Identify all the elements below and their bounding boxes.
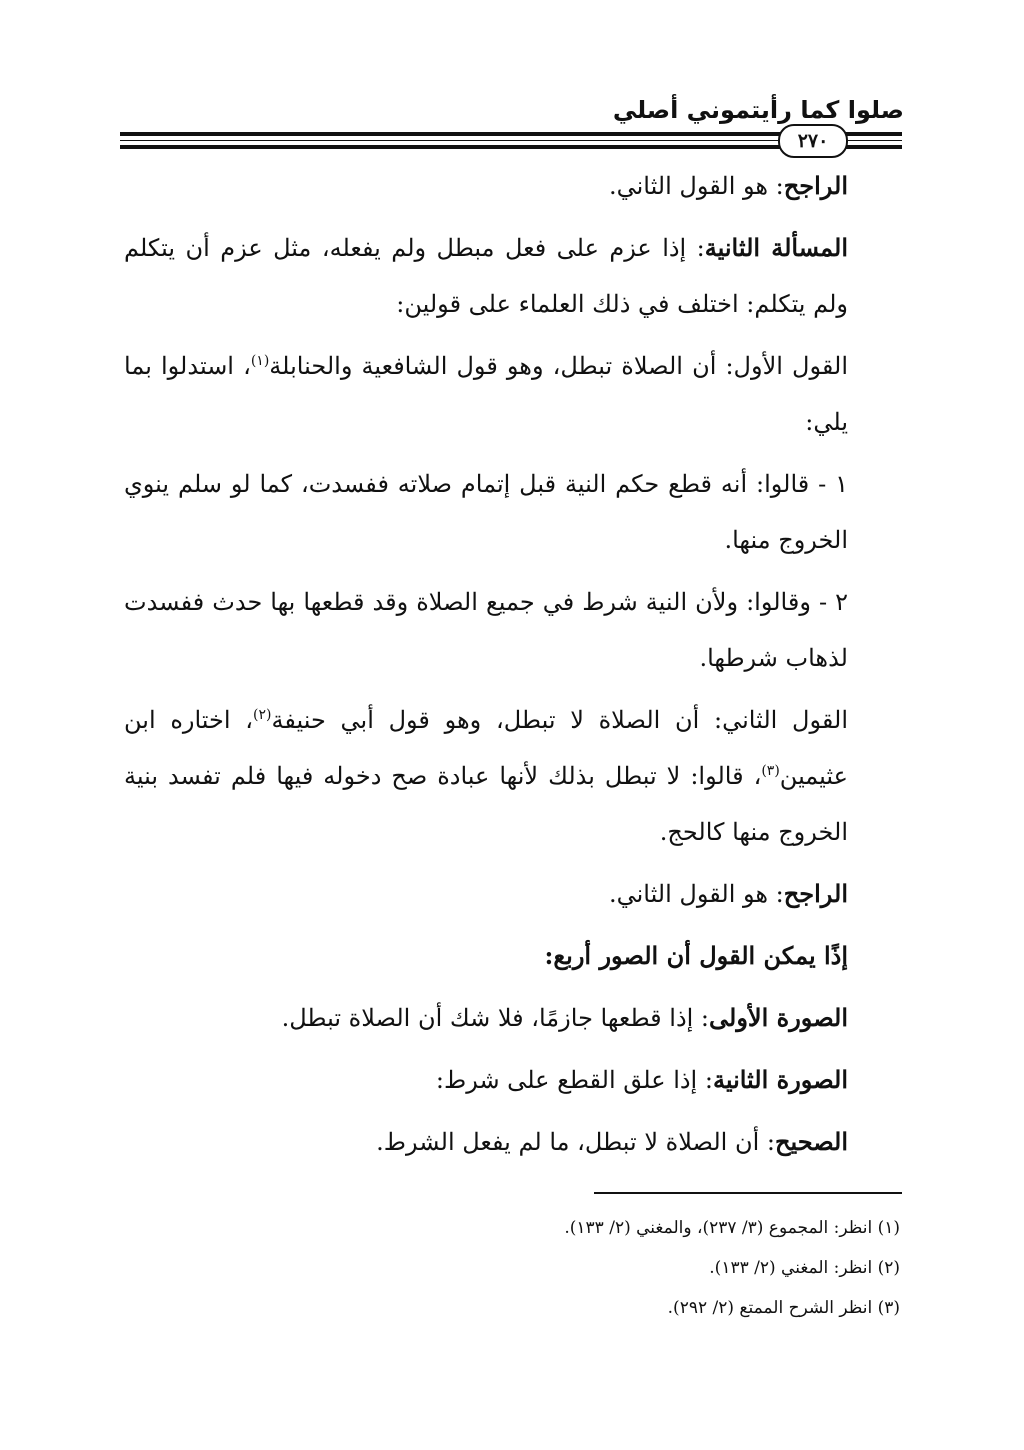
paragraph-text: ، اختاره ابن عثيمين <box>124 706 848 790</box>
term-label: الراجح <box>783 879 848 908</box>
footnote-ref: (١) <box>250 353 270 369</box>
footnote-separator <box>594 1192 902 1194</box>
page-number: ٢٧٠ <box>778 124 848 158</box>
term-label: الصحيح <box>774 1127 848 1156</box>
paragraph-preferred-opinion-1 <box>124 158 900 214</box>
paragraph-text: القول الثاني: أن الصلاة لا تبطل، وهو قول أبي حنيفة <box>271 706 848 734</box>
term-label: الصورة الثانية <box>712 1065 848 1094</box>
term-label: إذًا يمكن القول أن الصور أربع: <box>544 941 848 970</box>
paragraph-second-issue <box>124 220 900 332</box>
paragraph-text: ، قالوا: لا تبطل بذلك لأنها عبادة صح دخوله فيها فلم تفسد بنية الخروج منها كالحج. <box>124 762 848 846</box>
paragraph-text: ، استدلوا بما يلي: <box>124 352 848 436</box>
paragraph-evidence-2 <box>124 574 900 686</box>
term-label: الصورة الأولى <box>709 1003 848 1032</box>
footnote-2: (٢) انظر: المغني (٢/ ١٣٣). <box>709 1258 900 1278</box>
paragraph-text: : هو القول الثاني. <box>608 880 784 908</box>
paragraph-text: ٢ - وقالوا: ولأن النية شرط في جميع الصلاة وقد قطعها بها حدث ففسدت لذهاب شرطها. <box>124 588 848 672</box>
footnote-1: (١) انظر: المجموع (٣/ ٢٣٧)، والمغني (٢/ ١٣٣). <box>564 1218 900 1238</box>
paragraph-text: : هو القول الثاني. <box>608 172 784 200</box>
paragraph-text: : أن الصلاة لا تبطل، ما لم يفعل الشرط. <box>376 1128 775 1156</box>
paragraph-correct-ruling <box>124 1114 900 1170</box>
paragraph-case-2 <box>124 1052 900 1108</box>
paragraph-text: القول الأول: أن الصلاة تبطل، وهو قول الشافعية والحنابلة <box>269 352 848 380</box>
paragraph-text: : إذا علق القطع على شرط: <box>435 1066 713 1094</box>
main-text <box>124 158 900 1176</box>
footnote-3: (٣) انظر الشرح الممتع (٢/ ٢٩٢). <box>667 1298 900 1318</box>
footnote-ref: (٢) <box>253 707 272 723</box>
paragraph-evidence-1 <box>124 456 900 568</box>
paragraph-text: ١ - قالوا: أنه قطع حكم النية قبل إتمام صلاته ففسدت، كما لو سلم ينوي الخروج منها. <box>124 470 848 554</box>
paragraph-first-opinion <box>124 338 900 450</box>
paragraph-second-opinion <box>124 692 900 860</box>
paragraph-text: : إذا قطعها جازمًا، فلا شك أن الصلاة تبطل. <box>281 1004 710 1032</box>
paragraph-case-1 <box>124 990 900 1046</box>
running-header-title: صلوا كما رأيتموني أصلي <box>612 96 904 124</box>
footnote-ref: (٣) <box>761 763 780 779</box>
footnotes <box>124 1208 900 1328</box>
paragraph-text: : إذا عزم على فعل مبطل ولم يفعله، مثل عزم أن يتكلم ولم يتكلم: اختلف في ذلك العلماء على قولين: <box>124 234 848 318</box>
term-label: المسألة الثانية <box>704 233 848 262</box>
term-label: الراجح <box>783 171 848 200</box>
paragraph-preferred-opinion-2 <box>124 866 900 922</box>
paragraph-four-cases <box>124 928 900 984</box>
